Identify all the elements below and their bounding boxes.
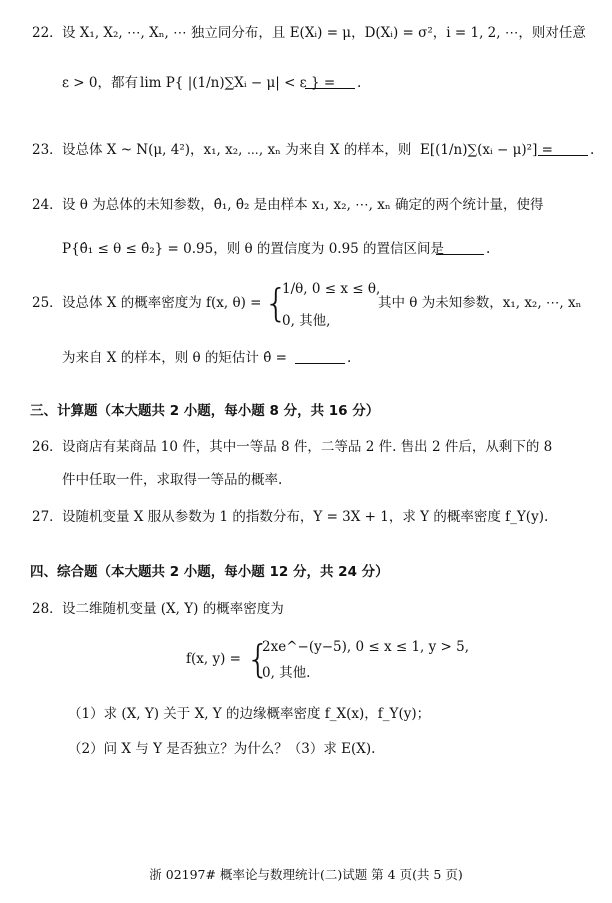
question-25-moment-text: 为来自 X 的样本，则 θ 的矩估计 θ̂ =	[62, 350, 287, 366]
footer-text: 浙 02197# 概率论与数理统计(二)试题 第 4 页(共 5 页)	[149, 867, 463, 882]
question-26-text-cont: 件中任取一件，求取得一等品的概率.	[62, 472, 283, 488]
question-24-number: 24．	[32, 197, 63, 213]
question-27-text: 设随机变量 X 服从参数为 1 的指数分布，Y = 3X + 1，求 Y 的概率密度 f_Y(y).	[62, 509, 549, 525]
question-28-part2-text: （2）问 X 与 Y 是否独立？为什么？（3）求 E(X).	[68, 741, 376, 757]
question-28-case-1: 2xe^−(y−5), 0 ≤ x ≤ 1, y > 5,	[262, 639, 470, 655]
question-25-end: .	[347, 350, 352, 366]
question-25-param-text: 其中 θ 为未知参数，x₁, x₂, ⋯, xₙ	[378, 295, 582, 311]
question-26-text: 设商店有某商品 10 件，其中一等品 8 件，二等品 2 件. 售出 2 件后，从剩下的 8	[62, 439, 553, 455]
question-22-end: .	[357, 75, 362, 91]
question-22-number: 22．	[32, 25, 63, 41]
question-25-case-1: 1/θ, 0 ≤ x ≤ θ,	[282, 281, 381, 297]
question-28-part1-text: （1）求 (X, Y) 关于 X, Y 的边缘概率密度 f_X(x)，f_Y(y)；	[68, 706, 431, 722]
section-4-title: 四、综合题（本大题共 2 小题，每小题 12 分，共 24 分）	[30, 564, 389, 580]
question-24-confidence-text: P{θ̂₁ ≤ θ ≤ θ̂₂} = 0.95，则 θ 的置信度为 0.95 的置信区间是	[62, 241, 445, 257]
question-28-text: 设二维随机变量 (X, Y) 的概率密度为	[62, 601, 284, 617]
question-23-end: .	[590, 142, 595, 158]
question-22-limit-expression: lim P{ |(1/n)∑Xᵢ − μ| < ε } =	[140, 75, 336, 91]
question-25-brace: {	[264, 281, 289, 325]
question-28-lhs: f(x, y) =	[186, 651, 241, 667]
question-24-text: 设 θ 为总体的未知参数，θ̂₁, θ̂₂ 是由样本 x₁, x₂, ⋯, xₙ 确定的两个统计量，使得	[62, 197, 544, 213]
question-22-text: 设 X₁, X₂, ⋯, Xₙ, ⋯ 独立同分布，且 E(Xᵢ) = μ，D(Xᵢ) = σ²，i = 1, 2, ⋯，则对任意	[62, 25, 586, 41]
question-23-answer-blank[interactable]	[538, 141, 588, 156]
question-24-end: .	[486, 241, 491, 257]
question-28-number: 28．	[32, 601, 63, 617]
question-22-answer-blank[interactable]	[305, 74, 355, 89]
question-24-answer-blank[interactable]	[436, 240, 484, 255]
question-25-number: 25．	[32, 295, 63, 311]
question-28-brace: {	[246, 637, 271, 681]
question-28-case-2: 0, 其他.	[262, 665, 311, 681]
page-footer	[0, 866, 612, 884]
question-25-text: 设总体 X 的概率密度为 f(x, θ) =	[62, 295, 262, 311]
question-23-expectation-expression: E[(1/n)∑(xᵢ − μ)²] =	[420, 142, 553, 158]
question-23-text: 设总体 X ~ N(μ, 4²)，x₁, x₂, ⋯, xₙ 为来自 X 的样本，则	[62, 142, 412, 158]
question-26-number: 26．	[32, 439, 63, 455]
question-25-answer-blank[interactable]	[295, 349, 345, 364]
question-25-case-2: 0, 其他,	[282, 313, 331, 329]
section-3-title: 三、计算题（本大题共 2 小题，每小题 8 分，共 16 分）	[30, 403, 380, 419]
question-22-epsilon-text: ε > 0，都有	[62, 75, 138, 91]
question-27-number: 27．	[32, 509, 63, 525]
question-23-number: 23．	[32, 142, 63, 158]
